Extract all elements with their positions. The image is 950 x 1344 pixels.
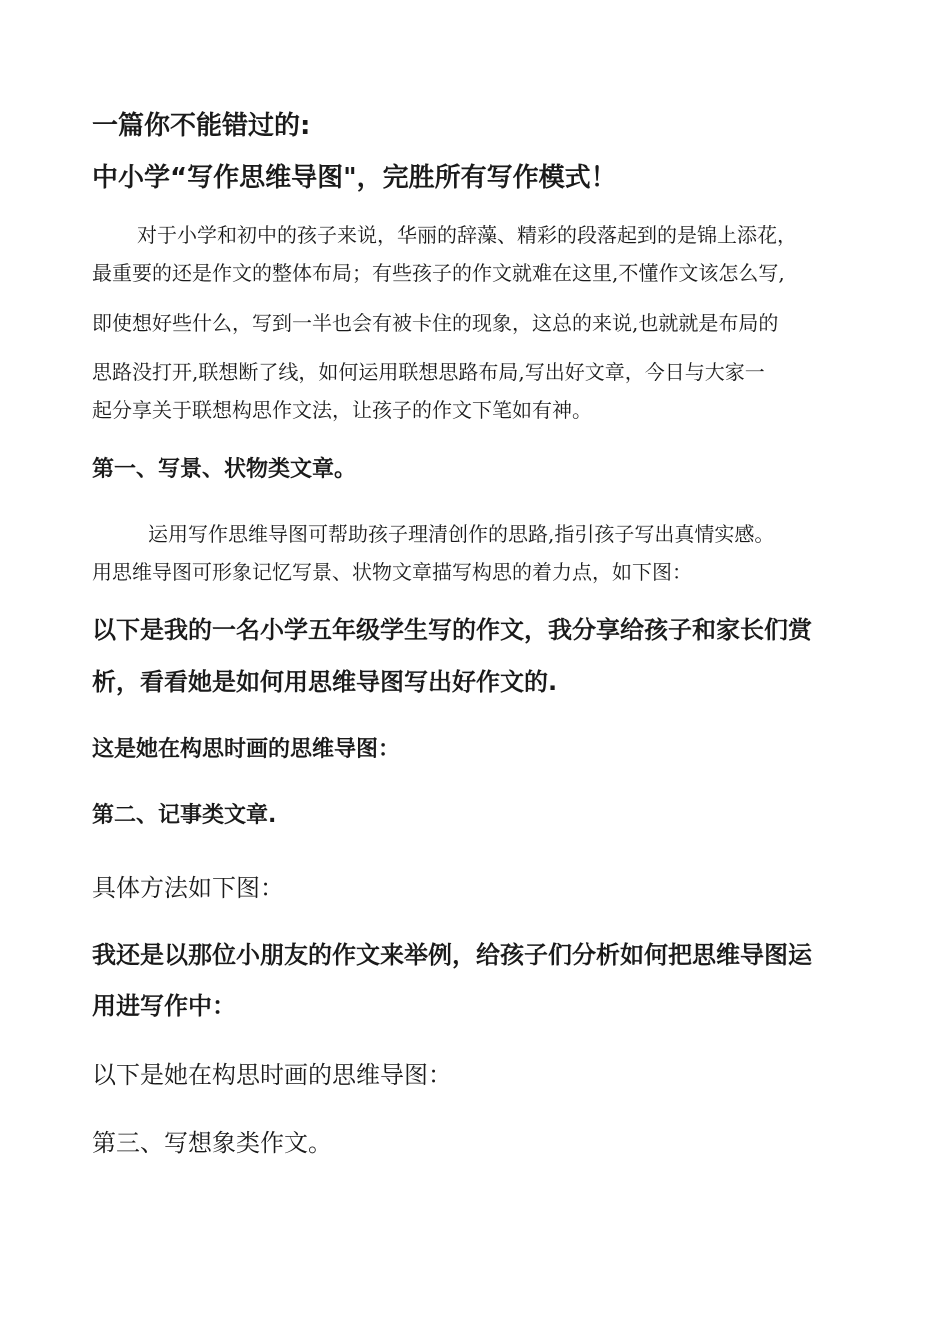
- example-line-2: 用进写作中：: [92, 992, 236, 1020]
- section1-heading: 第一、写景、状物类文章。: [92, 457, 357, 482]
- intro-line-5: 起分享关于联想构思作文法，让孩子的作文下笔如有神。: [92, 398, 592, 422]
- title-line-2: 中小学“写作思维导图"，完胜所有写作模式！: [92, 163, 617, 193]
- title-line-1: 一篇你不能错过的:: [92, 111, 311, 141]
- share-line-2: 析，看看她是如何用思维导图写出好作文的.: [92, 668, 558, 696]
- intro-line-4: 思路没打开,联想断了线，如何运用联想思路布局,写出好文章，今日与大家一: [92, 360, 765, 384]
- section2-heading: 第二、记事类文章.: [92, 803, 277, 828]
- intro-line-3: 即使想好些什么，写到一半也会有被卡住的现象，这总的来说,也就就是布局的: [92, 311, 779, 335]
- method-text: 具体方法如下图：: [92, 874, 284, 902]
- intro-line-1: 对于小学和初中的孩子来说，华丽的辞藻、精彩的段落起到的是锦上添花，: [137, 223, 797, 247]
- mindmap-note: 这是她在构思时画的思维导图：: [92, 737, 401, 762]
- section1-line-1: 运用写作思维导图可帮助孩子理清创作的思路,指引孩子写出真情实感。: [148, 522, 775, 546]
- section3-heading: 第三、写想象类作文。: [92, 1129, 332, 1157]
- example-line-1: 我还是以那位小朋友的作文来举例，给孩子们分析如何把思维导图运: [92, 941, 812, 969]
- intro-line-2: 最重要的还是作文的整体布局；有些孩子的作文就难在这里,不懂作文该怎么写,: [92, 261, 785, 285]
- section1-line-2: 用思维导图可形象记忆写景、状物文章描写构思的着力点，如下图：: [92, 560, 692, 584]
- share-line-1: 以下是我的一名小学五年级学生写的作文，我分享给孩子和家长们赏: [92, 616, 812, 644]
- mindmap-note-2: 以下是她在构思时画的思维导图：: [92, 1061, 452, 1089]
